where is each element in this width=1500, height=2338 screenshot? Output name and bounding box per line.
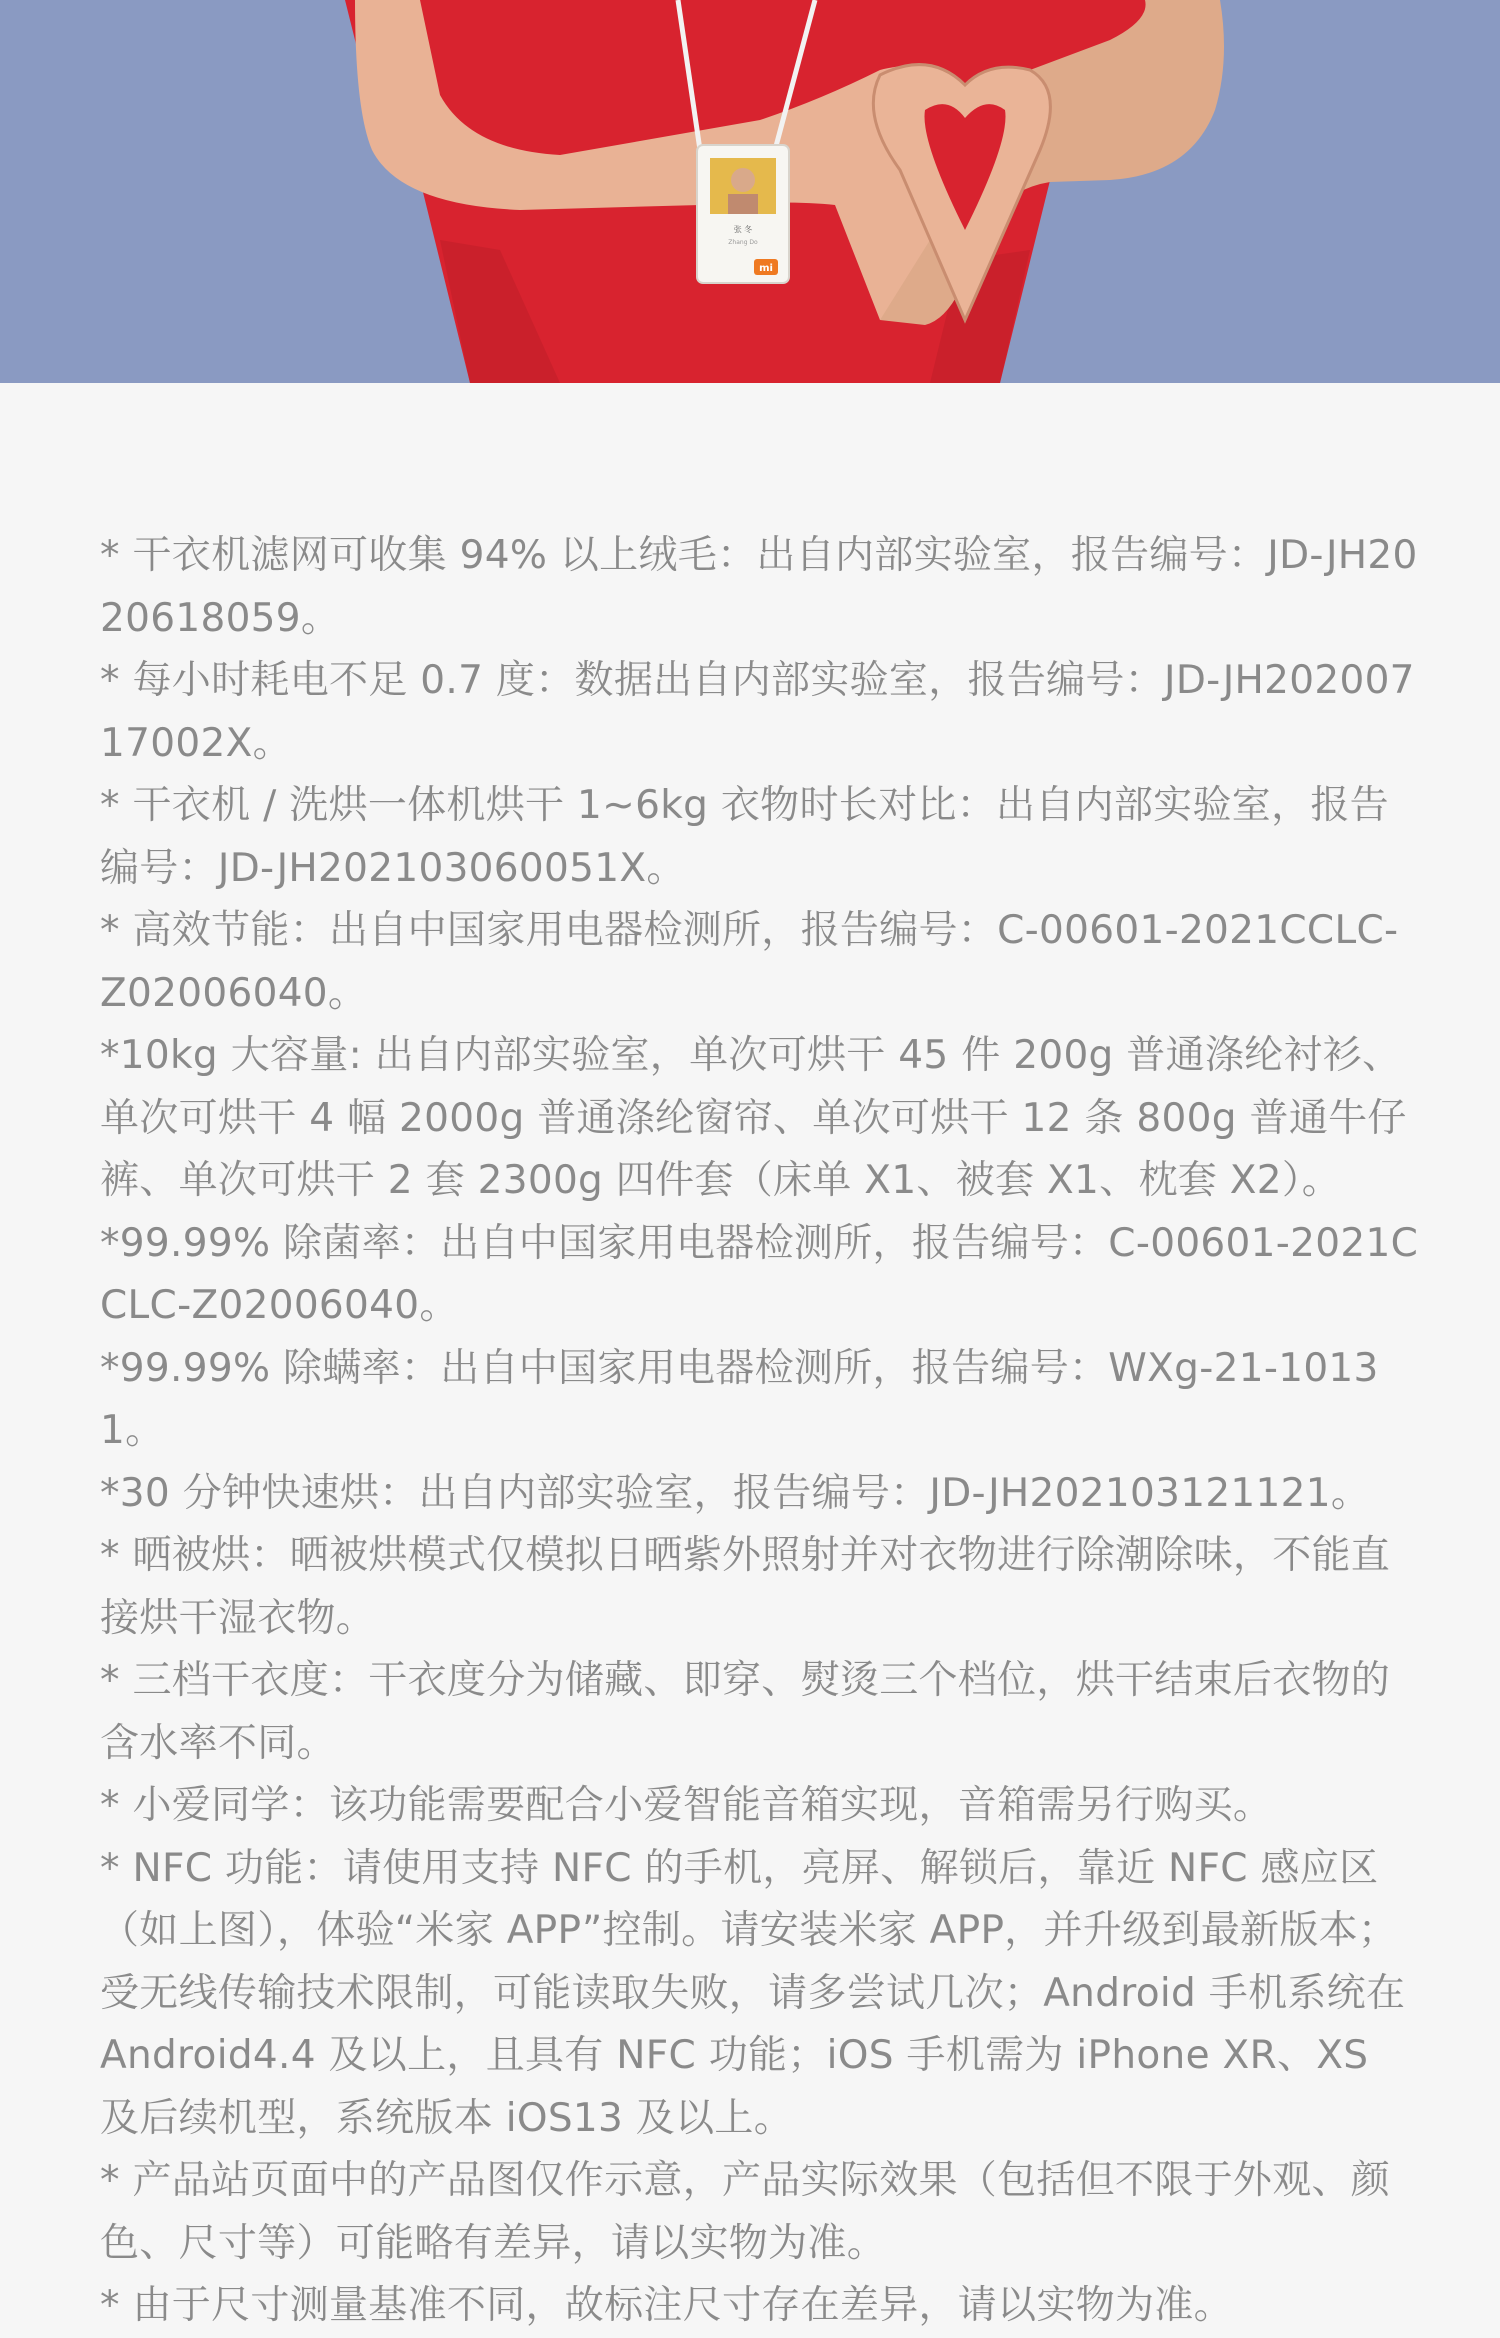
- footnote-item: * 小爱同学：该功能需要配合小爱智能音箱实现，音箱需另行购买。: [100, 1783, 1273, 1828]
- footnote-item: * 干衣机 / 洗烘一体机烘干 1~6kg 衣物时长对比：出自内部实验室，报告编号：JD-JH202103060051X。: [100, 783, 1389, 891]
- footnote-item: * 高效节能：出自中国家用电器检测所，报告编号：C-00601-2021CCLC-Z02006040。: [100, 908, 1399, 1016]
- footnote-item: * 干衣机滤网可收集 94% 以上绒毛：出自内部实验室，报告编号：JD-JH2020618059。: [100, 533, 1418, 641]
- hero-image: [0, 0, 1500, 383]
- badge-name: 张 冬: [733, 225, 753, 234]
- hero-illustration: [0, 0, 1500, 383]
- footnotes-list: [100, 525, 1420, 2338]
- footnote-item: *99.99% 除菌率：出自中国家用电器检测所，报告编号：C-00601-2021CCLC-Z02006040。: [100, 1220, 1419, 1328]
- footnote-item: *99.99% 除螨率：出自中国家用电器检测所，报告编号：WXg-21-10131。: [100, 1345, 1379, 1453]
- id-badge: [697, 145, 789, 283]
- footnote-item: * 三档干衣度：干衣度分为储藏、即穿、熨烫三个档位，烘干结束后衣物的含水率不同。: [100, 1658, 1391, 1766]
- footnote-item: * 晒被烘：晒被烘模式仅模拟日晒紫外照射并对衣物进行除潮除味，不能直接烘干湿衣物。: [100, 1533, 1391, 1641]
- footnote-item: * NFC 功能：请使用支持 NFC 的手机，亮屏、解锁后，靠近 NFC 感应区（如上图），体验“米家 APP”控制。请安装米家 APP，并升级到最新版本；受无线传输技术限制，可能读取失败，请多尝试几次；Android 手机系统在 Android4.4 及以上，且具有 NFC 功能；iOS 手机需为 iPhone XR、XS 及后续机型，系统版本 iOS13 及以上。: [100, 1845, 1406, 2141]
- footnote-item: * 产品站页面中的产品图仅作示意，产品实际效果（包括但不限于外观、颜色、尺寸等）可能略有差异，请以实物为准。: [100, 2158, 1391, 2266]
- footnote-item: *10kg 大容量: 出自内部实验室，单次可烘干 45 件 200g 普通涤纶衬衫、单次可烘干 4 幅 2000g 普通涤纶窗帘、单次可烘干 12 条 800g 普通牛仔裤、单次可烘干 2 套 2300g 四件套（床单 X1、被套 X1、枕套 X2）。: [100, 1033, 1407, 1203]
- badge-name-en: Zhang Do: [728, 239, 758, 246]
- footnote-item: *30 分钟快速烘：出自内部实验室，报告编号：JD-JH202103121121。: [100, 1470, 1371, 1516]
- footnote-item: * 每小时耗电不足 0.7 度：数据出自内部实验室，报告编号：JD-JH20200717002X。: [100, 658, 1415, 766]
- footnote-item: * 由于尺寸测量基准不同，故标注尺寸存在差异，请以实物为准。: [100, 2283, 1233, 2328]
- mi-logo-text: mi: [759, 263, 773, 274]
